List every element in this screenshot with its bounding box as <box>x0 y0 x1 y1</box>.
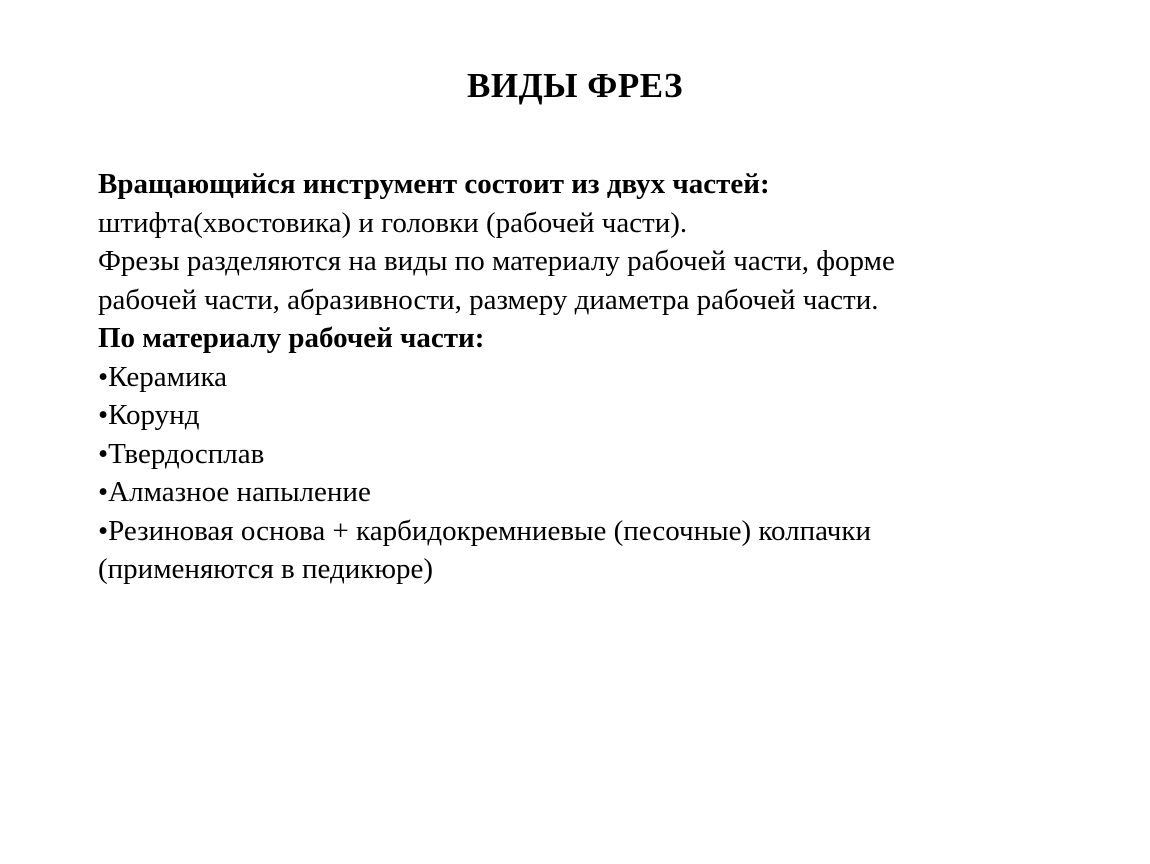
intro-heading: Вращающийся инструмент состоит из двух частей: <box>98 168 770 200</box>
intro-line-2: Фрезы разделяются на виды по материалу рабочей части, форме <box>98 245 895 277</box>
intro-line-3: рабочей части, абразивности, размеру диаметра рабочей части. <box>98 283 879 316</box>
list-item-ceramics: •Керамика <box>98 360 228 393</box>
intro-line-1: штифта(хвостовика) и головки (рабочей части). <box>98 206 688 239</box>
list-item-diamond-coating: •Алмазное напыление <box>98 476 371 508</box>
slide-body <box>98 165 1098 589</box>
list-item-carbide: •Твердосплав <box>98 437 265 470</box>
list-item-rubber-base: •Резиновая основа + карбидокремниевые (песочные) колпачки <box>98 514 872 547</box>
slide-title: ВИДЫ ФРЕЗ <box>467 66 683 105</box>
list-item-corundum: •Корунд <box>98 399 200 431</box>
material-heading: По материалу рабочей части: <box>98 322 485 354</box>
list-item-rubber-base-continuation: (применяются в педикюре) <box>98 553 434 585</box>
